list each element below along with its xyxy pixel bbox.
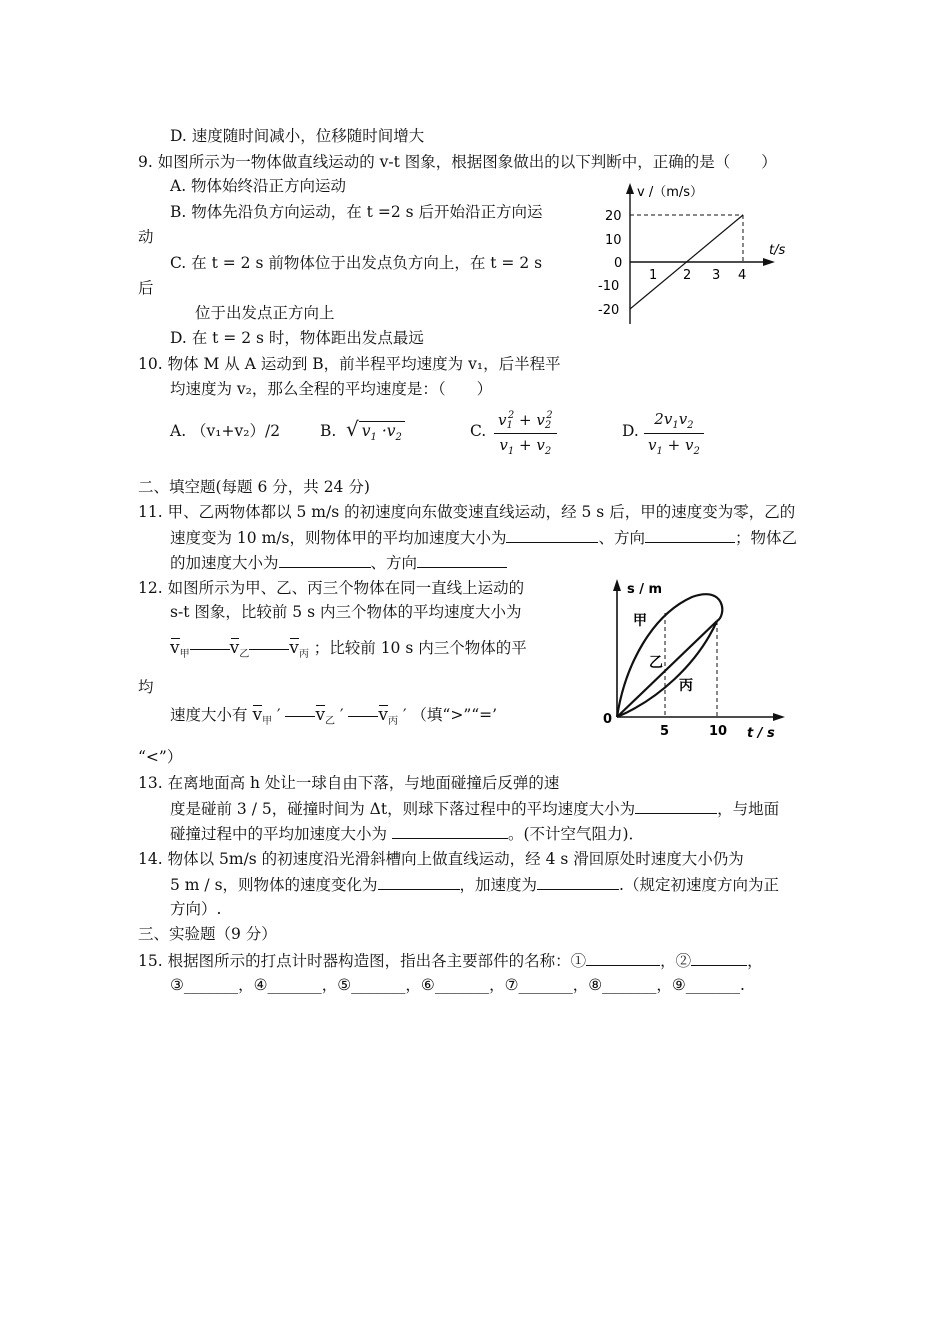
- vt-ylabel: v /（m/s）: [637, 185, 704, 200]
- vt-xlabel: t/s: [769, 243, 786, 258]
- q10-stem: 10. 物体 M 从 A 运动到 B，前半程平均速度为 v₁，后半程平: [138, 355, 561, 373]
- q9-option-c-cont2: 位于出发点正方向上: [195, 304, 335, 322]
- q12-line5: 速度大小有 $v_甲$ ′ $v_乙$ ′ $v_丙$ ′ （填“>”“=’: [170, 705, 498, 727]
- vt-xtick-4: 4: [738, 268, 747, 283]
- st-y-arrow: [613, 579, 621, 591]
- q12-line6: “<”）: [138, 748, 183, 766]
- q9-option-b: B. 物体先沿负方向运动，在 t =2 s 后开始沿正方向运: [170, 203, 543, 221]
- q10-option-b-formula: √ $v_1 \cdot v_2$: [346, 418, 405, 449]
- q15-line2: ③_______，④_______，⑤_______，⑥_______，⑦_______，⑧_______，⑨_______.: [170, 976, 745, 994]
- q15-blank-2[interactable]: [691, 949, 747, 966]
- q13-blank-2[interactable]: [392, 822, 508, 839]
- q9-option-a: A. 物体始终沿正方向运动: [170, 177, 347, 195]
- st-line-yi: [617, 621, 717, 717]
- q9-option-c-cont: 后: [138, 279, 154, 297]
- st-xtick-5: 5: [660, 724, 670, 739]
- q10-option-b-label: B.: [320, 422, 337, 440]
- q10-stem-cont: 均速度为 v₂，那么全程的平均速度是：（ ）: [170, 380, 493, 398]
- vt-ytick-m20: -20: [598, 303, 620, 318]
- q10-option-d-label: D.: [622, 422, 639, 440]
- q11-line2: 速度变为 10 m/s，则物体甲的平均加速度大小为 、方向 ；物体乙: [170, 526, 797, 549]
- st-label-yi: 乙: [649, 655, 663, 671]
- q14-blank-1[interactable]: [378, 873, 460, 890]
- q13-line1: 13. 在离地面高 h 处让一球自由下落，与地面碰撞后反弹的速: [138, 774, 560, 792]
- q11-blank-4[interactable]: [417, 551, 507, 568]
- st-ylabel: s / m: [627, 582, 663, 597]
- q10-option-c-formula: $\frac{v_1^2 + v_2^2}{v_1 + v_2}$: [494, 410, 557, 457]
- vt-x-arrow: [763, 258, 775, 266]
- vt-ytick-10: 10: [605, 233, 622, 248]
- vt-ytick-0: 0: [614, 256, 623, 271]
- q12-blank-3[interactable]: [285, 716, 315, 717]
- q12-line2: s-t 图象，比较前 5 s 内三个物体的平均速度大小为: [170, 603, 522, 621]
- q9-option-d: D. 在 t = 2 s 时，物体距出发点最远: [170, 329, 424, 347]
- st-graph: [597, 575, 797, 745]
- q12-line1: 12. 如图所示为甲、乙、丙三个物体在同一直线上运动的: [138, 579, 525, 597]
- st-x-arrow: [773, 713, 785, 721]
- q14-line1: 14. 物体以 5m/s 的初速度沿光滑斜槽向上做直线运动，经 4 s 滑回原处时速度大小仍为: [138, 850, 744, 868]
- st-label-jia: 甲: [633, 613, 647, 629]
- q12-line3: $v_甲$ $v_乙$ $v_丙$ ；比较前 10 s 内三个物体的平: [170, 638, 527, 660]
- q12-blank-4[interactable]: [348, 716, 378, 717]
- vt-graph: [595, 178, 795, 328]
- vt-y-arrow: [626, 183, 634, 194]
- vt-xtick-3: 3: [712, 268, 721, 283]
- vt-ytick-20: 20: [605, 209, 622, 224]
- q13-line3: 碰撞过程中的平均加速度大小为 。(不计空气阻力)．: [170, 822, 644, 845]
- q11-line1: 11. 甲、乙两物体都以 5 m/s 的初速度向东做变速直线运动，经 5 s 后，甲的速度变为零，乙的: [138, 503, 796, 521]
- vt-ytick-m10: -10: [598, 279, 620, 294]
- q9-stem: 9. 如图所示为一物体做直线运动的 v-t 图象，根据图象做出的以下判断中，正确的是（ ）: [138, 153, 777, 171]
- q15-blank-1[interactable]: [586, 949, 660, 966]
- vt-xtick-2: 2: [683, 268, 692, 283]
- q15-line1: 15. 根据图所示的打点计时器构造图，指出各主要部件的名称：① ，② ，: [138, 949, 763, 972]
- q9-option-b-cont: 动: [138, 228, 154, 246]
- q10-option-a: A. （v₁+v₂）/2: [170, 422, 281, 440]
- st-xtick-10: 10: [709, 724, 728, 739]
- q13-line2: 度是碰前 3 / 5，碰撞时间为 Δt，则球下落过程中的平均速度大小为 ，与地面: [170, 797, 779, 820]
- q11-blank-1[interactable]: [506, 526, 598, 543]
- q11-blank-2[interactable]: [645, 526, 735, 543]
- q14-line3: 方向）.: [170, 900, 222, 918]
- section-3-title: 三、实验题（9 分）: [138, 925, 277, 943]
- st-xlabel: t / s: [747, 726, 775, 741]
- q9-option-c: C. 在 t = 2 s 前物体位于出发点负方向上，在 t = 2 s: [170, 254, 543, 272]
- q14-blank-2[interactable]: [537, 873, 619, 890]
- q14-line2: 5 m / s，则物体的速度变化为 ，加速度为 .（规定初速度方向为正: [170, 873, 779, 896]
- q12-blank-2[interactable]: [249, 649, 289, 650]
- st-origin: 0: [603, 712, 613, 727]
- q8-option-d: D. 速度随时间减小，位移随时间增大: [170, 127, 425, 145]
- q13-blank-1[interactable]: [635, 797, 717, 814]
- q10-option-c-label: C.: [470, 422, 487, 440]
- vt-xtick-1: 1: [649, 268, 658, 283]
- section-2-title: 二、填空题(每题 6 分，共 24 分): [138, 478, 370, 496]
- st-label-bing: 丙: [679, 678, 693, 694]
- q11-line3: 的加速度大小为 、方向: [170, 551, 507, 574]
- q10-option-d-formula: $\frac{2v_1v_2}{v_1 + v_2}$: [644, 410, 704, 457]
- q11-blank-3[interactable]: [279, 551, 371, 568]
- q12-line4: 均: [138, 678, 154, 696]
- q12-blank-1[interactable]: [190, 649, 230, 650]
